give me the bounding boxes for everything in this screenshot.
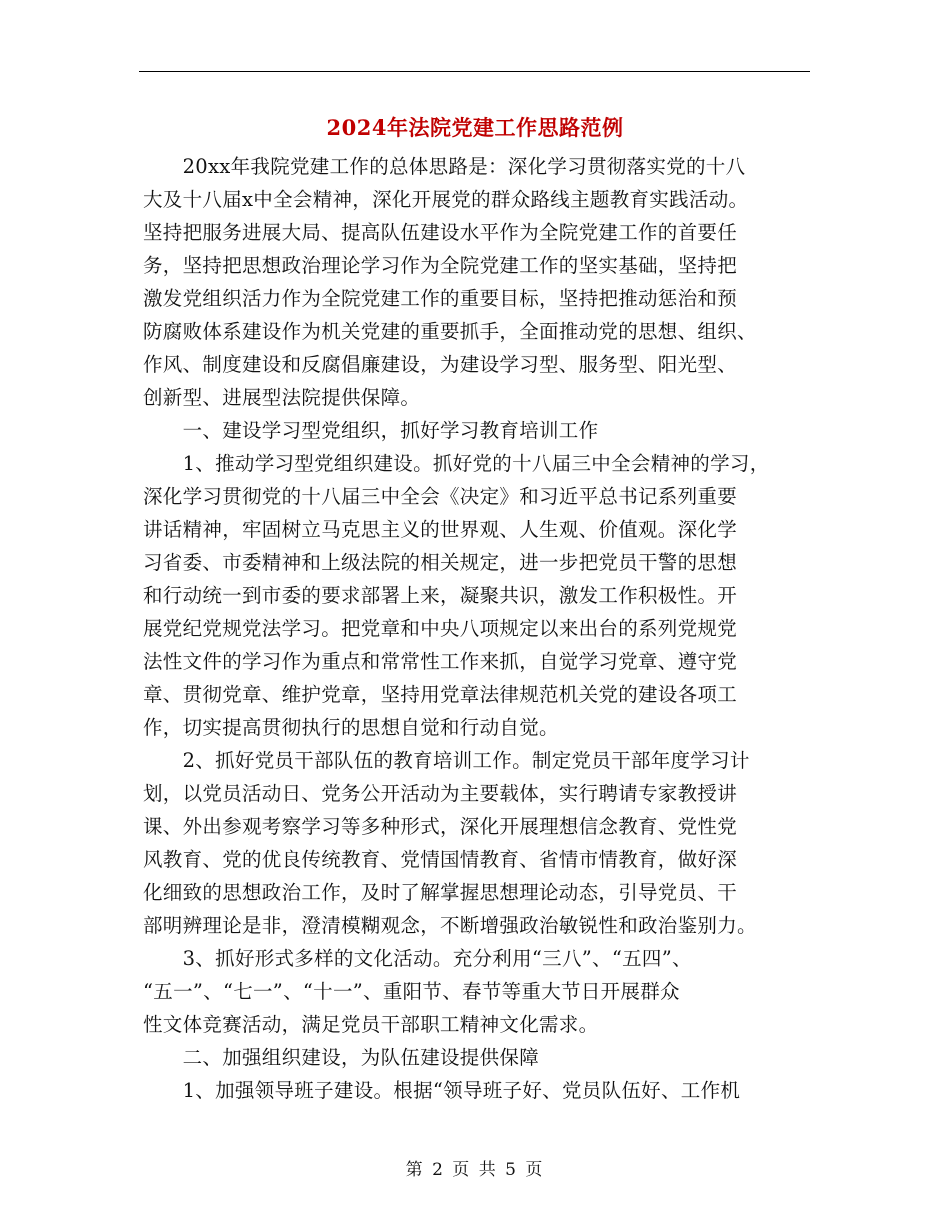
body-line: 防腐败体系建设作为机关党建的重要抓手，全面推动党的思想、组织、 <box>143 320 757 343</box>
body-line: 作风、制度建设和反腐倡廉建设，为建设学习型、服务型、阳光型、 <box>143 353 738 376</box>
body-line: 习省委、市委精神和上级法院的相关规定，进一步把党员干警的思想 <box>143 551 738 574</box>
body-line: 20xx年我院党建工作的总体思路是：深化学习贯彻落实党的十八 <box>143 155 746 178</box>
body-line: 课、外出参观考察学习等多种形式，深化开展理想信念教育、党性党 <box>143 815 738 838</box>
body-line: 激发党组织活力作为全院党建工作的重要目标，坚持把推动惩治和预 <box>143 287 738 310</box>
document-title: 2024年法院党建工作思路范例 <box>326 115 624 140</box>
body-line: 和行动统一到市委的要求部署上来，凝聚共识，激发工作积极性。开 <box>143 584 738 607</box>
body-line: 坚持把服务进展大局、提高队伍建设水平作为全院党建工作的首要任 <box>143 221 738 244</box>
body-line: 1、加强领导班子建设。根据“领导班子好、党员队伍好、工作机 <box>143 1079 741 1102</box>
body-line: 3、抓好形式多样的文化活动。充分利用“三八”、“五四”、 <box>143 947 692 970</box>
body-line: 化细致的思想政治工作，及时了解掌握思想理论动态，引导党员、干 <box>143 881 738 904</box>
body-line: 章、贯彻党章、维护党章，坚持用党章法律规范机关党的建设各项工 <box>143 683 738 706</box>
body-line: 务，坚持把思想政治理论学习作为全院党建工作的坚实基础，坚持把 <box>143 254 738 277</box>
body-line: 2、抓好党员干部队伍的教育培训工作。制定党员干部年度学习计 <box>143 749 750 772</box>
body-line: 创新型、进展型法院提供保障。 <box>143 386 421 409</box>
body-line: 性文体竞赛活动，满足党员干部职工精神文化需求。 <box>143 1013 599 1036</box>
body-line: 划，以党员活动日、党务公开活动为主要载体，实行聘请专家教授讲 <box>143 782 738 805</box>
body-line: 作，切实提高贯彻执行的思想自觉和行动自觉。 <box>143 716 559 739</box>
body-line: 法性文件的学习作为重点和常常性工作来抓，自觉学习党章、遵守党 <box>143 650 738 673</box>
body-line: 展党纪党规党法学习。把党章和中央八项规定以来出台的系列党规党 <box>143 617 738 640</box>
body-line: 风教育、党的优良传统教育、党情国情教育、省情市情教育，做好深 <box>143 848 738 871</box>
body-line: “五一”、“七一”、“十一”、重阳节、春节等重大节日开展群众 <box>143 980 680 1003</box>
section-heading: 一、建设学习型党组织，抓好学习教育培训工作 <box>143 419 599 442</box>
body-line: 讲话精神，牢固树立马克思主义的世界观、人生观、价值观。深化学 <box>143 518 738 541</box>
body-line: 1、推动学习型党组织建设。抓好党的十八届三中全会精神的学习， <box>143 452 770 475</box>
header-rule <box>139 71 810 72</box>
page-footer: 第 2 页 共 5 页 <box>405 1160 545 1180</box>
body-line: 大及十八届x中全会精神，深化开展党的群众路线主题教育实践活动。 <box>143 188 749 211</box>
section-heading: 二、加强组织建设，为队伍建设提供保障 <box>143 1046 540 1069</box>
body-line: 部明辨理论是非，澄清模糊观念，不断增强政治敏锐性和政治鉴别力。 <box>143 914 757 937</box>
body-line: 深化学习贯彻党的十八届三中全会《决定》和习近平总书记系列重要 <box>143 485 738 508</box>
